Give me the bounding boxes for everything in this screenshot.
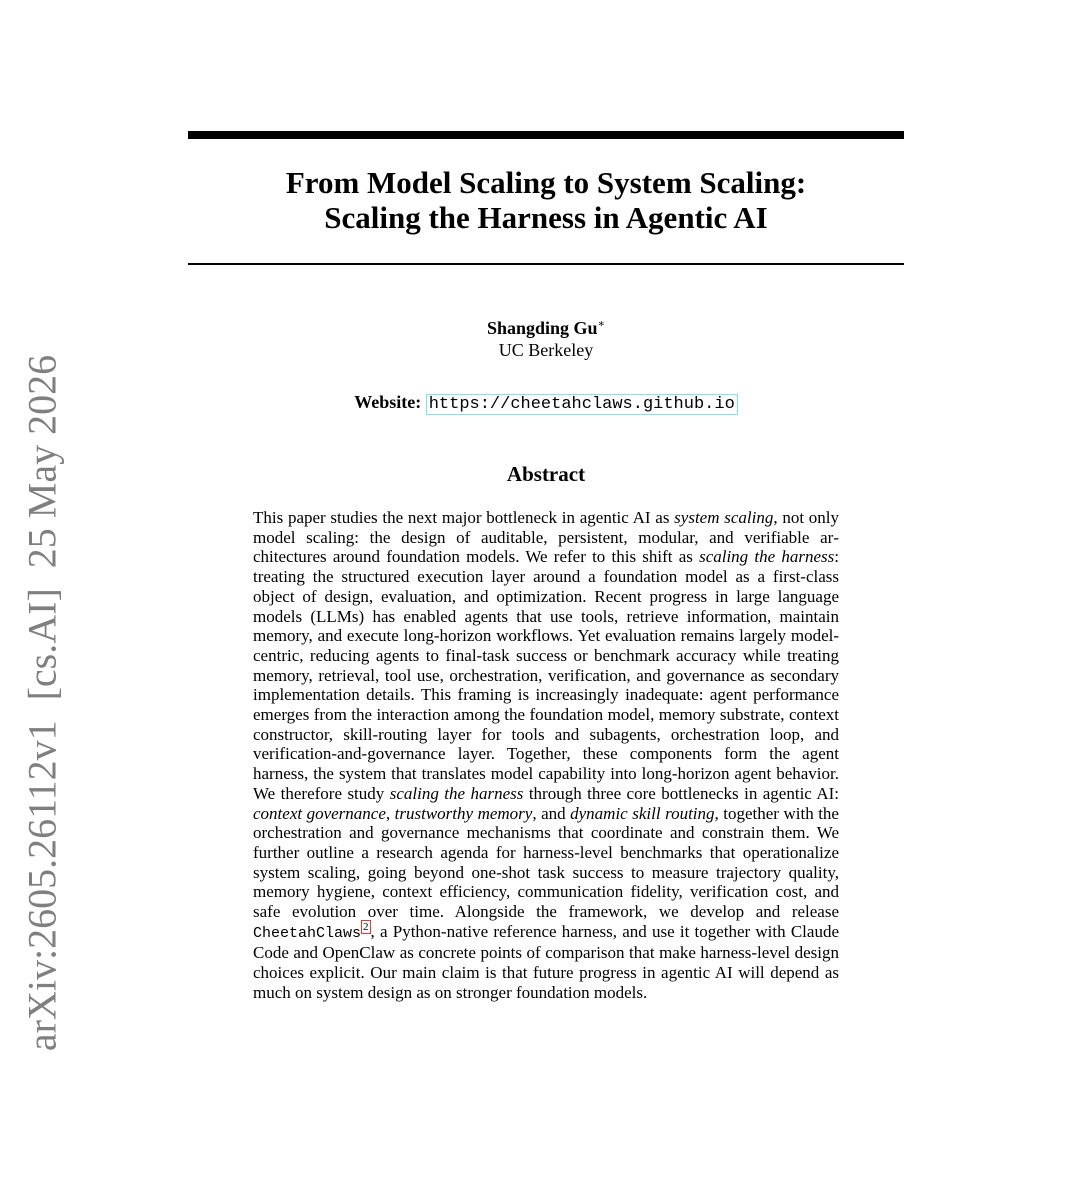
title-top-rule: [188, 131, 904, 139]
abstract-text: , a Python-native reference harness, and use it together with Claude Code and OpenClaw as concrete points of comparison that make harness-level design choices explicit. Our main claim is that future progress in agentic AI will depend as much on system design as on stronger foundation models.: [253, 921, 839, 1002]
abstract-text: , together with the orchestration and governance mechanisms that coordinate and constrain them. We further outline a research agenda for harness-level benchmarks that operationalize system scaling, going beyond one-shot task success to measure trajectory quality, memory hygiene, context efficiency, communication fidelity, verification cost, and safe evolution over time. Alongside the framework, we develop and release: [253, 803, 839, 922]
title-line-2: Scaling the Harness in Agentic AI: [324, 200, 768, 235]
website-line: [188, 390, 904, 417]
abstract-emphasis: system scaling: [674, 508, 774, 527]
title-line-1: From Model Scaling to System Scaling:: [285, 165, 807, 200]
abstract-heading: Abstract: [506, 462, 586, 486]
abstract-text: : treating the structured execution layer around a foundation model as a first-class object of design, evaluation, and optimization. Recent progress in large language models (LLMs) has enabled agents that use tools, retrieve information, maintain memory, and execute long-horizon workflows. Yet evaluation remains largely model-centric, reducing agents to final-task success or benchmark accuracy while treating memory, retrieval, tool use, orchestration, verification, and governance as secondary implementation details. This framing is increasingly inadequate: agent performance emerges from the interaction among the foundation model, memory substrate, context constructor, skill-routing layer for tools and subagents, orchestration loop, and verification-and-governance layer. Together, these components form the agent harness, the system that translates model capability into long-horizon agent behavior. We therefore study: [253, 547, 839, 803]
footnote-link[interactable]: 2: [363, 921, 369, 934]
abstract-text: ,: [385, 803, 395, 823]
author-affiliation: UC Berkeley: [498, 340, 594, 360]
abstract-text: This paper studies the next major bottleneck in agentic AI as: [253, 508, 675, 527]
arxiv-id: arXiv:2605.26112v1: [19, 720, 65, 1052]
cheetahclaws-code: CheetahClaws: [253, 924, 362, 942]
title-bottom-rule: [188, 263, 904, 265]
abstract-emphasis: context governance: [253, 803, 386, 823]
abstract-text: , and: [532, 803, 571, 823]
author-name: Shangding Gu: [486, 318, 598, 338]
arxiv-date: 25 May 2026: [19, 354, 65, 569]
abstract-body: [253, 508, 839, 1003]
abstract-text: , not only model scaling: the design of auditable, persistent, modular, and verifiable architectures around foundation models. We refer to this shift as: [253, 508, 839, 567]
abstract-text: through three core bottlenecks in agentic AI:: [523, 783, 840, 803]
website-label: Website:: [354, 392, 422, 412]
arxiv-category: [cs.AI]: [19, 588, 65, 701]
abstract-emphasis: scaling the harness: [389, 783, 524, 803]
author-footnote-marker: ∗: [597, 318, 606, 330]
author-name-line: [188, 313, 904, 339]
author-block: [188, 313, 904, 361]
abstract-emphasis: dynamic skill routing: [570, 803, 715, 823]
abstract-emphasis: scaling the harness: [699, 547, 835, 567]
website-link[interactable]: https://cheetahclaws.github.io: [426, 394, 738, 415]
paper-title: [188, 165, 904, 235]
arxiv-side-stamp: [19, 355, 66, 1051]
abstract-emphasis: trustworthy memory: [394, 803, 533, 823]
